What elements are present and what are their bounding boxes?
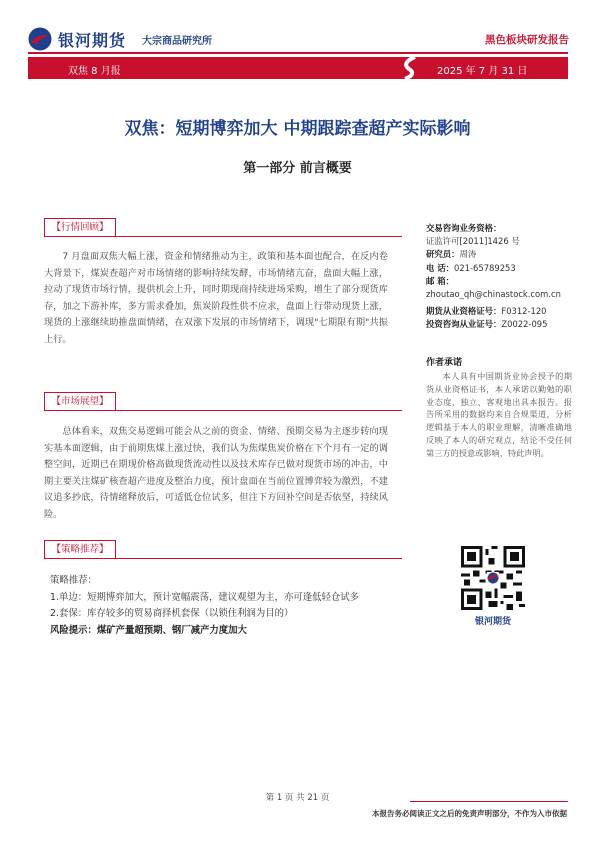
review-text: 7 月盘面双焦大幅上涨，资金和情绪推动为主，政策和基本面也配合，在反内卷大背景下，煤炭查超产对市场情绪的影响持续发酵，市场情绪亢奋，盘面大幅上涨，拉动了现货市场行情，提供机会上升，同时期现商持续进场采购，增生了部分现货库存，加之下游补库，多方需求叠加，焦炭阶段性供不应求，盘面上行带动现货上涨，现货的上涨继续助推盘面情绪，在双涨下发展的市场情绪下，调现"七期限有期"共振上行。	[44, 251, 388, 345]
analyst-email[interactable]: zhoutao_qh@chinastock.com.cn	[426, 289, 561, 300]
strategy-item: 2.套保：库存较多的贸易商择机套保（以锁住利润为目的）	[50, 608, 294, 619]
report-series: 双焦 8 月报	[68, 66, 121, 77]
outlook-text: 总体看来，双焦交易逻辑可能会从之前的资金、情绪、预期交易为主逐步转向现实基本面逻辑，由于前期焦煤上涨过快，我们认为焦煤焦炭价格在下个月有一定的调整空间，近期已在期现价格高做现货流动性以及技术库存已做对现货市场的冲击，中期主要关注煤矿核查超产进度及整治力度，预计盘面在当前位置博弈较为激烈，不建议追多抄底，待情绪释放后，可适低仓位试多，但注下方回补空间是否依坚，持续风险。	[44, 426, 388, 520]
footer-disclaimer: 本报告务必阅读正文之后的免责声明部分，不作为入市依据	[372, 809, 567, 818]
strategy-list	[50, 573, 400, 639]
statement-text: 本人具有中国期货业协会授予的期货从业资格证书，本人承诺以勤勉的职业态度，独立、客观地出具本报告。报告所采用的数据均来自合规渠道，分析逻辑基于本人的职业理解，清晰准确地反映了本人的研究观点，结论不受任何第三方的授意或影响，特此声明。	[426, 371, 572, 458]
risk-text: 煤矿产量超预期、钢厂减产力度加大	[96, 624, 247, 636]
qr-label: 银河期货	[474, 617, 511, 627]
strategy-item: 策略推荐：	[50, 575, 97, 586]
report-type: 黑色板块研发报告	[485, 34, 569, 46]
brand-name: 银河期货	[58, 31, 127, 50]
report-date: 2025 年 7 月 31 日	[437, 66, 528, 77]
section-label-strategy: 【策略推荐】	[44, 540, 116, 559]
institute-name: 大宗商品研究所	[142, 36, 212, 47]
section-label-review: 【行情回顾】	[44, 218, 116, 237]
analyst-line: 邮 箱：	[426, 275, 455, 286]
swoosh-decoration-icon	[395, 55, 429, 81]
analyst-info	[426, 222, 581, 332]
analyst-line: 投资咨询从业证号：Z0022-095	[426, 319, 548, 330]
risk-line	[50, 623, 400, 640]
header-divider	[28, 52, 568, 54]
section-label-outlook: 【市场展望】	[44, 392, 116, 411]
page-number: 第 1 页 共 21 页	[265, 793, 330, 803]
analyst-line: 研究员：周涛	[426, 249, 477, 260]
strategy-item: 1.单边：短期博弈加大，预计宽幅震荡，建议观望为主，亦可逢低轻仓试多	[50, 591, 359, 603]
section-divider	[44, 558, 402, 559]
section-divider	[44, 236, 402, 237]
galaxy-logo-icon	[28, 27, 52, 51]
page-subtitle: 第一部分 前言概要	[243, 161, 352, 176]
risk-label: 风险提示：	[50, 624, 97, 636]
analyst-line: 电 话：021-65789253	[426, 262, 516, 273]
footer-divider	[410, 801, 568, 802]
qr-code-icon[interactable]	[461, 546, 525, 610]
section-divider	[44, 410, 402, 411]
analyst-line: 证监许可[2011]1426 号	[426, 236, 520, 247]
statement-title: 作者承诺	[426, 358, 463, 368]
analyst-line: 交易咨询业务资格：	[426, 223, 502, 233]
analyst-line: 期货从业资格证号：F0312-120	[426, 306, 547, 317]
page-title: 双焦：短期博弈加大 中期跟踪查超产实际影响	[124, 119, 471, 139]
